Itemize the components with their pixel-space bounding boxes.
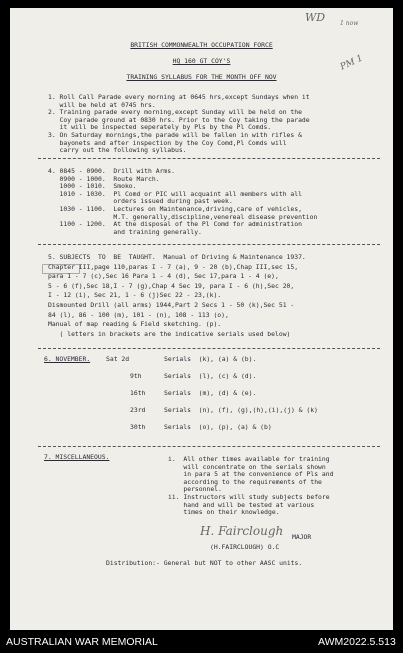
text-line: personnel.	[168, 485, 222, 494]
text-line: 2. Training parade every morning,except Sunday will be held on the	[48, 108, 302, 117]
document-page	[10, 8, 393, 630]
schedule-serials: Serials (m), (d) & (e).	[164, 389, 257, 397]
text-line: and training generally.	[48, 227, 202, 236]
archive-footer	[0, 630, 403, 653]
text-line: M.T. generally,discipline,venereal disease prevention	[48, 212, 318, 221]
text-line: it will be inspected seperately by Pls by the Pl Comds.	[48, 123, 272, 132]
text-line: para 1 - 7 (c),Sec 16 Para 1 - 4 (d), Sec 17,para 1 - 4 (e),	[48, 272, 279, 281]
text-line: Manual of map reading & Field sketching. (p).	[48, 320, 222, 329]
text-line: 1. Roll Call Parade every morning at 0645 hrs,except Sundays when it	[48, 93, 310, 101]
header-line-2: HQ 160 GT COY'S	[172, 57, 231, 65]
text-line: 4. 0845 - 0900. Drill with Arms.	[48, 167, 175, 175]
schedule-date: Sat 2d	[106, 355, 130, 363]
text-line: ( letters in brackets are the indicative serials used below)	[48, 329, 291, 338]
text-line: 0900 - 1000. Route March.	[48, 174, 160, 183]
handwritten-note: WD	[305, 11, 326, 24]
schedule-serials: Serials (o), (p), (a) & (b)	[164, 423, 272, 431]
schedule-serials: Serials (n), (f), (g),(h),(i),(j) & (k)	[164, 406, 318, 414]
header-line-3: TRAINING SYLLABUS FOR THE MONTH OFF NOV	[126, 73, 277, 81]
schedule-date: 23rd	[130, 406, 146, 414]
text-line: times on their knowledge.	[168, 508, 280, 517]
signature-rank: MAJOR	[292, 533, 312, 541]
text-line: I - 12 (i), Sec 21, 1 - 6 (j)Sec 22 - 23,(k).	[48, 291, 222, 300]
text-line: 5. SUBJECTS TO BE TAUGHT. Manual of Driving & Maintenance 1937.	[48, 253, 306, 261]
text-line: 1100 - 1200. At the disposal of the Pl Comd for administration	[48, 220, 302, 229]
footer-institution: AUSTRALIAN WAR MEMORIAL	[6, 636, 158, 648]
text-line: ii. Instructors will study subjects before	[168, 493, 330, 501]
schedule-date: 16th	[130, 389, 146, 397]
divider	[38, 446, 380, 447]
text-line: 1010 - 1030. Pl Comd or PIC will acquaint all members with all	[48, 189, 302, 198]
text-line: hand and will be tested at various	[168, 500, 315, 509]
text-line: 5 - 6 (f),Sec 18,I - 7 (g),Chap 4 Sec 19, para I - 6 (h),Sec 20,	[48, 281, 295, 290]
section-7-heading: 7. MISCELLANEOUS.	[44, 453, 110, 461]
distribution-line: Distribution:- General but NOT to other AASC units.	[106, 559, 303, 567]
text-line: orders issued during past week.	[48, 197, 233, 206]
handwritten-note: 1 now	[340, 20, 359, 27]
signature-scrawl: H. Fairclough	[200, 524, 284, 538]
text-line: according to the requirements of the	[168, 477, 322, 486]
schedule-serials: Serials (l), (c) & (d).	[164, 372, 257, 380]
text-line: will concentrate on the serials shown	[168, 462, 326, 471]
text-line: Chapter III,page 110,paras I - 7 (a), 9 - 20 (b),Chap III,sec 15,	[48, 262, 299, 271]
text-line: will be held at 0745 hrs.	[48, 100, 156, 109]
divider	[38, 158, 380, 159]
section-6-heading: 6. NOVEMBER.	[44, 355, 91, 363]
signature-name: (H.FAIRCLOUGH) O.C	[210, 543, 280, 551]
divider	[38, 348, 380, 349]
schedule-serials: Serials (k), (a) & (b).	[164, 355, 257, 363]
text-line: bayonets and after inspection by the Coy Comd,Pl Comds will	[48, 138, 287, 147]
header-line-1: BRITISH COMMONWEALTH OCCUPATION FORCE	[130, 41, 273, 49]
text-line: Dismounted Drill (all arms) 1944,Part 2 Secs 1 - 50 (k),Sec 51 -	[48, 301, 295, 309]
text-line: i. All other times available for training	[168, 455, 330, 463]
text-line: 1030 - 1100. Lectures on Maintenance,driving,care of vehicles,	[48, 205, 302, 213]
footer-accession-id: AWM2022.5.513	[318, 636, 396, 648]
text-line: 84 (l), 86 - 100 (m), 101 - (n), 108 - 113 (o),	[48, 310, 229, 319]
text-line: Coy parade ground at 0830 hrs. Prior to the Coy taking the parade	[48, 115, 310, 124]
text-line: 3. On Saturday mornings,the parade will be fallen in with rifles &	[48, 131, 302, 139]
schedule-date: 9th	[130, 372, 142, 380]
text-line: in para 5 at the convenience of Pls and	[168, 470, 334, 479]
divider	[38, 244, 380, 245]
text-line: carry out the following syllabus.	[48, 146, 187, 155]
handwritten-note: PM 1	[338, 53, 365, 73]
schedule-date: 30th	[130, 423, 146, 431]
text-line: 1000 - 1010. Smoko.	[48, 182, 137, 191]
